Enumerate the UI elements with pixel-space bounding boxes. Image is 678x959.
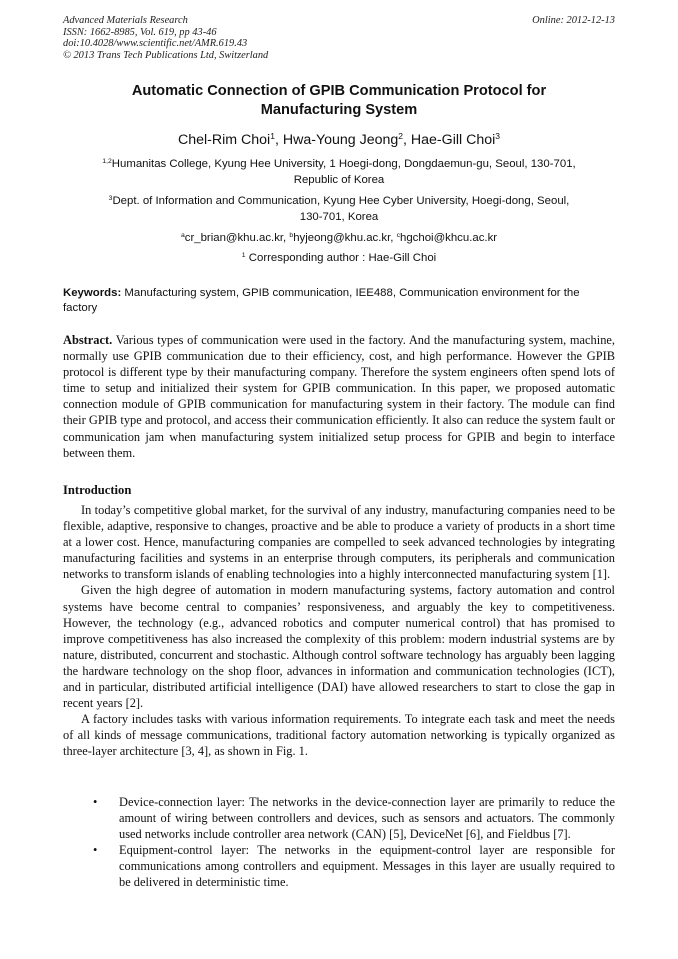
abstract-text: Various types of communication were used in the factory. And the manufacturing system, machine, normally use GPIB communication due to their efficiency, cost, and high performance. However the GPIB protocol is different type by their manufacturing company. Therefore the system engineers often spend lots of time to setup and initialized their system for GPIB communication. In this paper, we proposed automatic connection module of GPIB communication for manufacturing system in their factory. The module can find their GPIB type and protocol, and access their communication efficiently. It also can reduce the system fault or communication jam when manufacturing system initialized setup process for GPIB and begin to interface between them.	[63, 333, 615, 460]
abstract	[63, 332, 615, 461]
affiliation-2-line-1: Dept. of Information and Communication, Kyung Hee Cyber University, Hoegi-dong, Seoul,	[112, 195, 570, 207]
bullet-icon: •	[93, 843, 98, 858]
author-1: Chel-Rim Choi	[177, 132, 271, 148]
issn-line: ISSN: 1662-8985, Vol. 619, pp 43-46	[63, 26, 217, 38]
bullet-text-2: Equipment-control layer: The networks in the equipment-control layer are responsible for communications among controllers and equipment. Messages in this layer are usually required to be delivered in deterministic time.	[119, 843, 615, 890]
copyright-line: © 2013 Trans Tech Publications Ltd, Switzerland	[63, 49, 269, 61]
layer-bullet-list	[63, 794, 615, 891]
email-1: cr_brian@khu.ac.kr,	[184, 232, 290, 244]
introduction-body	[63, 502, 615, 760]
title-line-1: Automatic Connection of GPIB Communication Protocol for	[131, 83, 547, 99]
affiliation-2-line-2: 130-701, Korea	[299, 211, 379, 223]
author-3: Hae-Gill Choi	[410, 132, 496, 148]
corresponding-text: Corresponding author : Hae-Gill Choi	[245, 252, 437, 264]
title-line-2: Manufacturing System	[260, 102, 418, 118]
email-list	[63, 230, 615, 246]
intro-paragraph-3: A factory includes tasks with various information requirements. To integrate each task and meet the needs of all kinds of message communications, traditional factory automation networking is typically organized as three-layer architecture [3, 4], as shown in Fig. 1.	[63, 712, 615, 759]
introduction-heading: Introduction	[63, 483, 132, 497]
author-3-sup: 3	[495, 130, 501, 141]
email-1-sup: a	[180, 231, 185, 239]
author-2: Hwa-Young Jeong	[282, 132, 399, 148]
author-list	[63, 131, 615, 149]
bullet-icon: •	[93, 795, 98, 809]
affiliation-1-line-2: Republic of Korea	[293, 174, 385, 186]
email-2-sup: b	[289, 231, 294, 239]
corresponding-author	[63, 250, 615, 266]
author-sep-1: ,	[274, 132, 283, 148]
intro-paragraph-2: Given the high degree of automation in modern manufacturing systems, factory automation and control systems have become central to companies’ responsiveness, and arguably the key to competitiveness. However, the technology (e.g., advanced robotics and computer numerical control) that has promised to improve competitiveness has also increased the complexity of this problem: modern industrial systems are by nature, distributed, concurrent and stochastic. Although control software technology has arguably been lagging the hardware technology on the shop floor, advances in information and communication technologies (ICT), and in particular, distributed artificial intelligence (DAI) have allowed researchers to start to close the gap in recent years [2].	[63, 583, 615, 711]
author-1-sup: 1	[270, 130, 275, 141]
keywords	[63, 286, 615, 316]
email-3-sup: c	[396, 231, 401, 239]
author-sep-2: ,	[403, 132, 411, 148]
keywords-text: Manufacturing system, GPIB communication, IEE488, Communication environment for the factory	[63, 287, 580, 314]
bullet-item-device-connection	[63, 794, 615, 842]
affiliation-2	[63, 193, 615, 225]
keywords-label: Keywords:	[63, 287, 122, 299]
affiliation-1-line-1: Humanitas College, Kyung Hee University, 1 Hoegi-dong, Dongdaemun-gu, Seoul, 130-701,	[111, 158, 576, 170]
doi-line: doi:10.4028/www.scientific.net/AMR.619.43	[63, 38, 248, 50]
online-date: Online: 2012-12-13	[532, 15, 615, 26]
author-2-sup: 2	[398, 130, 404, 141]
bullet-text-1: Device-connection layer: The networks in the device-connection layer are primarily to reduce the amount of wiring between controllers and devices, such as sensors and actuators. The commonly used networks include controller area network (CAN) [5], DeviceNet [6], and Fieldbus [7].	[119, 795, 615, 842]
journal-name: Advanced Materials Research	[63, 15, 188, 26]
abstract-label: Abstract.	[63, 333, 113, 347]
affiliation-1-sup: 1,2	[102, 157, 112, 165]
affiliation-2-sup: 3	[108, 194, 113, 202]
corresponding-sup: 1	[241, 251, 246, 259]
journal-header	[63, 15, 615, 61]
affiliation-1	[63, 156, 615, 188]
bullet-item-equipment-control	[63, 842, 615, 890]
email-3: hgchoi@khcu.ac.kr	[400, 232, 498, 244]
email-2: hyjeong@khu.ac.kr,	[293, 232, 397, 244]
paper-title	[63, 82, 615, 120]
intro-paragraph-1: In today’s competitive global market, for the survival of any industry, manufacturing companies need to be flexible, adaptive, responsive to changes, proactive and be able to produce a variety of products in a short time at a lower cost. Hence, manufacturing companies are compelled to seek advanced technologies by integrating manufacturing facilities and systems in an enterprise through computers, its peripherals and communication networks to transform islands of enabling technologies into a highly interconnected manufacturing system [1].	[63, 503, 615, 582]
